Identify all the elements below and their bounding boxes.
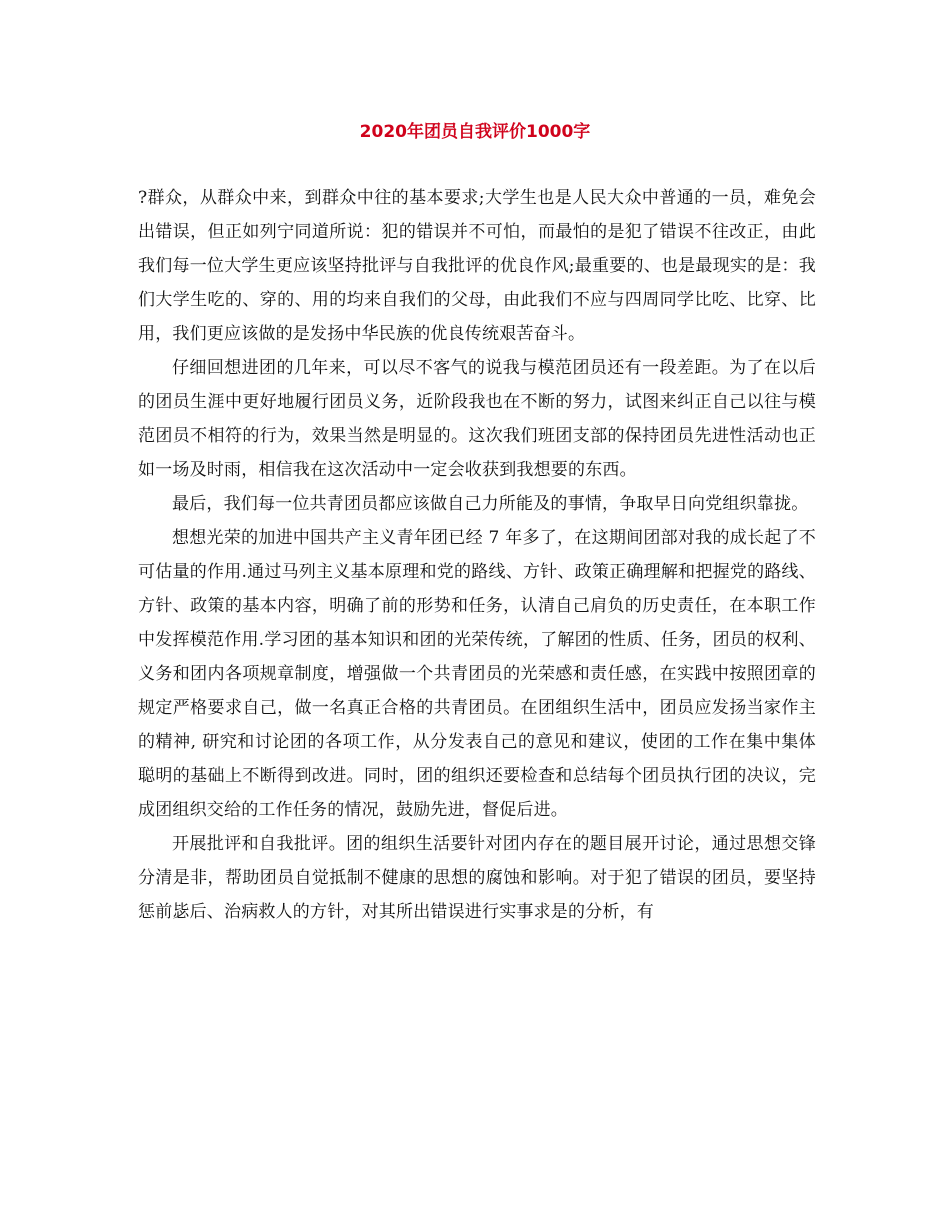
document-body (138, 181, 816, 929)
document-title: 2020年团员自我评价1000字 (359, 122, 591, 142)
paragraph-3: 最后，我们每一位共青团员都应该做自己力所能及的事情，争取早日向党组织靠拢。 (172, 494, 809, 514)
paragraph-1: ?群众，从群众中来，到群众中往的基本要求;大学生也是人民大众中普通的一员，难免会出错误，但正如列宁同道所说：犯的错误并不可怕，而最怕的是犯了错误不往改正，由此我们每一位大学生更应该坚持批评与自我批评的优良作风;最重要的、也是最现实的是：我们大学生吃的、穿的、用的均来自我们的父母，由此我们不应与四周同学比吃、比穿、比用，我们更应该做的是发扬中华民族的优良传统艰苦奋斗。 (138, 188, 816, 344)
paragraph-5: 开展批评和自我批评。团的组织生活要针对团内存在的题目展开讨论，通过思想交锋分清是非，帮助团员自觉抵制不健康的思想的腐蚀和影响。对于犯了错误的团员，要坚持惩前毖后、治病救人的方针，对其所出错误进行实事求是的分析，有 (138, 834, 816, 922)
paragraph-2: 仔细回想进团的几年来，可以尽不客气的说我与模范团员还有一段差距。为了在以后的团员生涯中更好地履行团员义务，近阶段我也在不断的努力，试图来纠正自己以往与模范团员不相符的行为，效果当然是明显的。这次我们班团支部的保持团员先进性活动也正如一场及时雨，相信我在这次活动中一定会收获到我想要的东西。 (138, 358, 816, 480)
paragraph-4: 想想光荣的加进中国共产主义青年团已经 7 年多了，在这期间团部对我的成长起了不可估量的作用.通过马列主义基本原理和党的路线、方针、政策正确理解和把握党的路线、方针、政策的基本内容，明确了前的形势和任务，认清自己肩负的历史责任，在本职工作中发挥模范作用.学习团的基本知识和团的光荣传统，了解团的性质、任务，团员的权利、义务和团内各项规章制度，增强做一个共青团员的光荣感和责任感，在实践中按照团章的规定严格要求自己，做一名真正合格的共青团员。在团组织生活中，团员应发扬当家作主的精神, 研究和讨论团的各项工作，从分发表自己的意见和建议，使团的工作在集中集体聪明的基础上不断得到改进。同时，团的组织还要检查和总结每个团员执行团的决议，完成团组织交给的工作任务的情况，鼓励先进，督促后进。 (138, 528, 816, 820)
